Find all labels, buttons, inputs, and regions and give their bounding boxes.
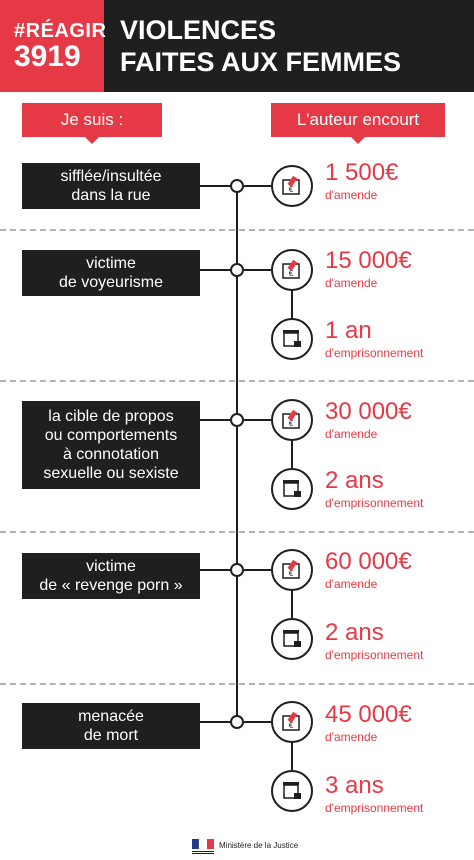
column-header-penalty: L'auteur encourt xyxy=(271,103,445,137)
connector xyxy=(200,269,230,271)
prison-unit: d'emprisonnement xyxy=(325,346,424,360)
svg-text:€: € xyxy=(288,185,294,194)
connector xyxy=(244,721,272,723)
gavel-euro-icon xyxy=(271,399,313,441)
prison-lock-icon xyxy=(271,468,313,510)
fine-unit: d'amende xyxy=(325,276,378,290)
prison-duration: 2 ans xyxy=(325,619,384,646)
timeline-node xyxy=(230,263,244,277)
column-header-situation: Je suis : xyxy=(22,103,162,137)
timeline-node xyxy=(230,179,244,193)
situation-label: sifflée/insultée dans la rue xyxy=(22,163,200,209)
connector xyxy=(200,721,230,723)
fine-amount: 60 000€ xyxy=(325,548,412,575)
connector xyxy=(200,185,230,187)
fine-unit: d'amende xyxy=(325,577,378,591)
situation-label: victime de voyeurisme xyxy=(22,250,200,296)
situation-label: menacée de mort xyxy=(22,703,200,749)
prison-lock-icon xyxy=(271,770,313,812)
connector xyxy=(244,185,272,187)
prison-unit: d'emprisonnement xyxy=(325,801,424,815)
situation-label: victime de « revenge porn » xyxy=(22,553,200,599)
fine-unit: d'amende xyxy=(325,188,378,202)
gavel-euro-icon xyxy=(271,549,313,591)
fine-amount: 30 000€ xyxy=(325,398,412,425)
ministry-logo-icon xyxy=(192,839,214,855)
timeline-node xyxy=(230,715,244,729)
connector xyxy=(244,569,272,571)
gavel-euro-icon xyxy=(271,701,313,743)
hashtag-text: #RÉAGIR xyxy=(14,20,107,42)
gavel-euro-icon xyxy=(271,165,313,207)
fine-amount: 45 000€ xyxy=(325,701,412,728)
svg-text:€: € xyxy=(288,721,294,730)
hotline-number: 3919 xyxy=(14,40,81,73)
svg-text:€: € xyxy=(288,269,294,278)
row-separator xyxy=(0,229,474,231)
row-separator xyxy=(0,380,474,382)
prison-lock-icon xyxy=(271,318,313,360)
hashtag-block xyxy=(0,0,107,92)
fine-unit: d'amende xyxy=(325,427,378,441)
connector xyxy=(244,419,272,421)
timeline-node xyxy=(230,563,244,577)
svg-text:€: € xyxy=(288,569,294,578)
timeline-node xyxy=(230,413,244,427)
prison-lock-icon xyxy=(271,618,313,660)
ministry-name: Ministère de la Justice xyxy=(219,841,299,850)
prison-unit: d'emprisonnement xyxy=(325,648,424,662)
connector xyxy=(200,569,230,571)
connector xyxy=(244,269,272,271)
connector xyxy=(291,742,293,770)
prison-duration: 1 an xyxy=(325,317,372,344)
page-title: VIOLENCES FAITES AUX FEMMES xyxy=(120,15,402,77)
connector xyxy=(291,290,293,318)
connector xyxy=(200,419,230,421)
prison-unit: d'emprisonnement xyxy=(325,496,424,510)
gavel-euro-icon xyxy=(271,249,313,291)
situation-label: la cible de propos ou comportements à connotation sexuelle ou sexiste xyxy=(22,401,200,489)
fine-unit: d'amende xyxy=(325,730,378,744)
header-banner xyxy=(0,0,474,92)
prison-duration: 3 ans xyxy=(325,772,384,799)
connector xyxy=(291,440,293,468)
fine-amount: 15 000€ xyxy=(325,247,412,274)
connector xyxy=(291,590,293,618)
row-separator xyxy=(0,683,474,685)
row-separator xyxy=(0,531,474,533)
svg-text:€: € xyxy=(288,419,294,428)
fine-amount: 1 500€ xyxy=(325,159,399,186)
prison-duration: 2 ans xyxy=(325,467,384,494)
